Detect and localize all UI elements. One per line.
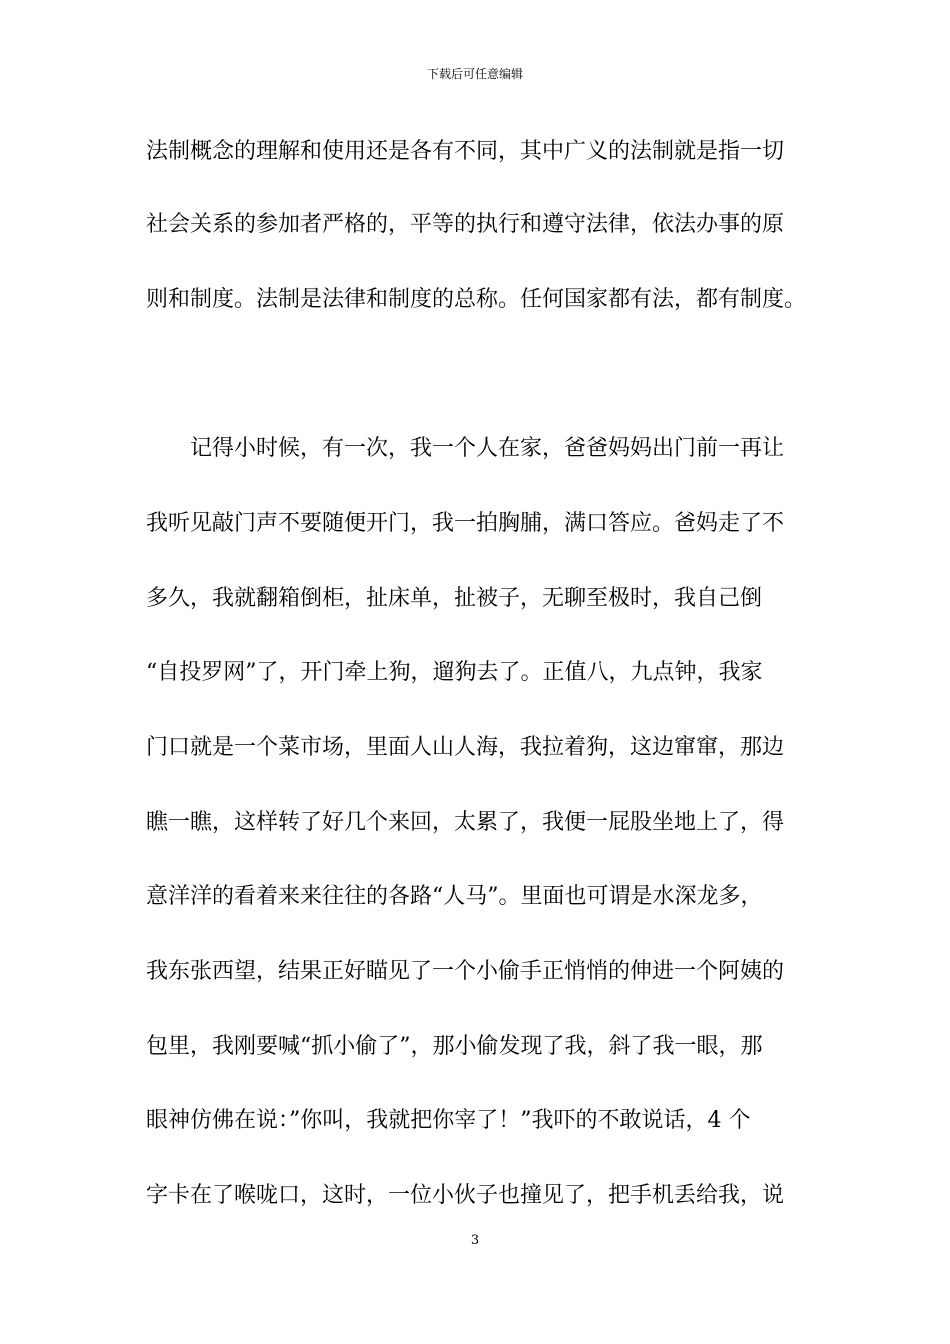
- text-line: 我东张西望，结果正好瞄见了一个小偷手正悄悄的伸进一个阿姨的: [146, 959, 785, 984]
- text-line: 记得小时候，有一次，我一个人在家，爸爸妈妈出门前一再让: [190, 436, 785, 461]
- text-line: 意洋洋的看着来来往往的各路“人马”。里面也可谓是水深龙多，: [146, 884, 763, 909]
- text-line: 我听见敲门声不要随便开门，我一拍胸脯，满口答应。爸妈走了不: [146, 511, 785, 536]
- text-line: 眼神仿佛在说：”你叫，我就把你宰了！”我吓的不敢说话，4 个: [146, 1108, 751, 1133]
- text-line: 字卡在了喉咙口，这时，一位小伙子也撞见了，把手机丢给我，说: [146, 1183, 785, 1208]
- text-line: 瞧一瞧，这样转了好几个来回，太累了，我便一屁股坐地上了，得: [146, 810, 785, 835]
- text-line: 包里，我刚要喊“抓小偷了”，那小偷发现了我，斜了我一眼，那: [146, 1034, 763, 1059]
- text-line: 社会关系的参加者严格的，平等的执行和遵守法律，依法办事的原: [146, 212, 785, 237]
- text-line: 多久，我就翻箱倒柜，扯床单，扯被子，无聊至极时，我自己倒: [146, 586, 763, 611]
- text-line: 门口就是一个菜市场，里面人山人海，我拉着狗，这边窜窜，那边: [146, 735, 785, 760]
- text-line: 法制概念的理解和使用还是各有不同，其中广义的法制就是指一切: [146, 139, 785, 164]
- page-header: 下载后可任意编辑: [426, 67, 523, 81]
- page-number: 3: [470, 1233, 480, 1248]
- text-line: “自投罗网”了，开门牵上狗，遛狗去了。正值八，九点钟，我家: [146, 660, 763, 685]
- text-line: 则和制度。法制是法律和制度的总称。任何国家都有法，都有制度。: [146, 287, 807, 312]
